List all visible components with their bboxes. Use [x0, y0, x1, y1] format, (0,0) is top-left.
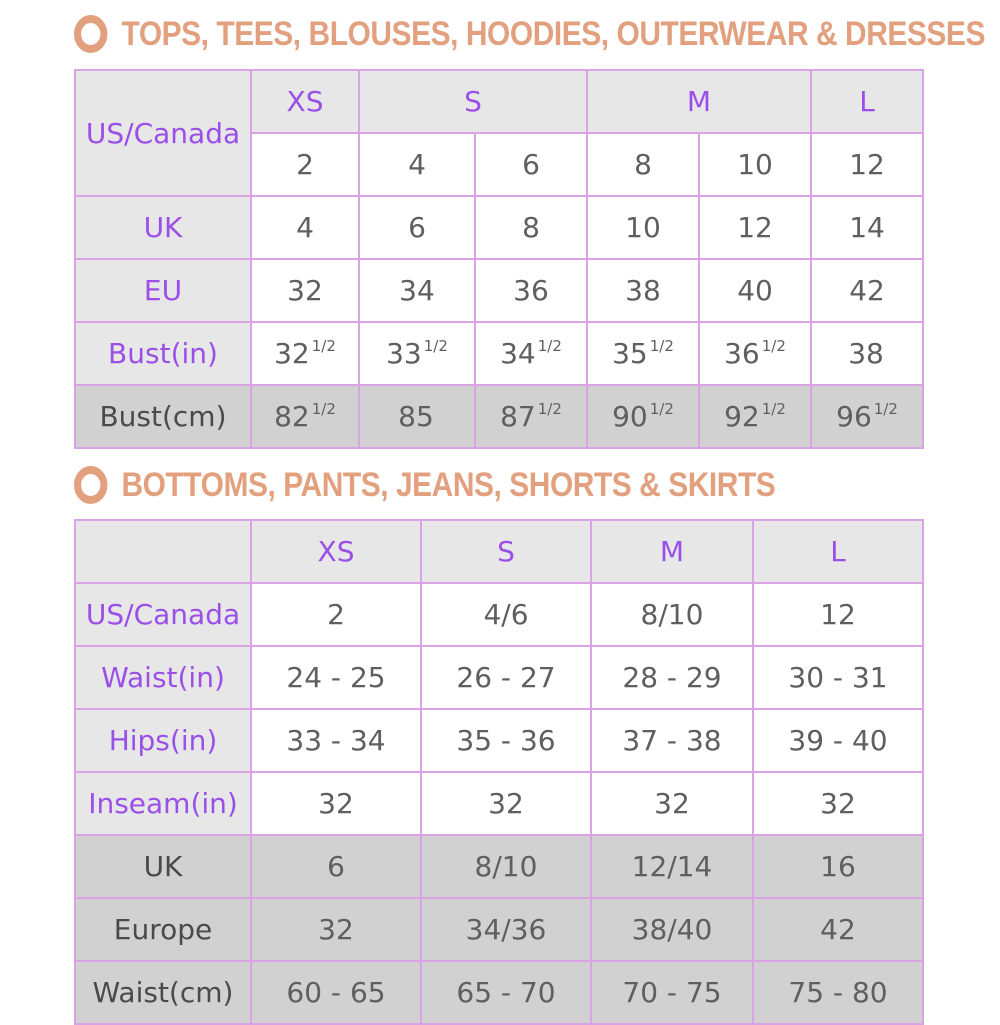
row-label-waist-in: Waist(in) — [75, 646, 251, 709]
bust-in-cell — [811, 322, 923, 385]
table-cell: 60 - 65 — [251, 961, 421, 1024]
bottoms-size-table — [74, 519, 924, 1025]
size-header-xs: XS — [251, 520, 421, 583]
tops-section-title — [74, 9, 985, 59]
table-cell: 32 — [753, 772, 923, 835]
us-size-cell: 6 — [475, 133, 587, 196]
uk-size-cell: 8 — [475, 196, 587, 259]
value-fraction: 1/2 — [537, 337, 562, 355]
uk-size-cell: 14 — [811, 196, 923, 259]
table-cell: 42 — [753, 898, 923, 961]
us-size-cell: 4 — [359, 133, 475, 196]
tops-title-text: TOPS, TEES, BLOUSES, HOODIES, OUTERWEAR & DRESSES — [121, 14, 985, 53]
value-whole: 90 — [612, 400, 648, 433]
bust-cm-cell — [587, 385, 699, 448]
row-label-waist-cm: Waist(cm) — [75, 961, 251, 1024]
us-size-cell: 10 — [699, 133, 811, 196]
eu-size-cell: 40 — [699, 259, 811, 322]
table-cell: 70 - 75 — [591, 961, 753, 1024]
eu-size-cell: 32 — [251, 259, 359, 322]
table-cell: 32 — [251, 772, 421, 835]
bust-cm-cell — [359, 385, 475, 448]
table-cell: 32 — [251, 898, 421, 961]
row-label-uk: UK — [75, 835, 251, 898]
table-cell: 34/36 — [421, 898, 591, 961]
bust-cm-cell — [811, 385, 923, 448]
value-fraction: 1/2 — [311, 400, 336, 418]
uk-size-cell: 6 — [359, 196, 475, 259]
table-row — [75, 709, 923, 772]
bust-in-cell — [251, 322, 359, 385]
tops-size-table — [74, 69, 924, 449]
table-row — [75, 772, 923, 835]
corner-cell — [75, 520, 251, 583]
value-fraction: 1/2 — [423, 337, 448, 355]
table-row — [75, 259, 923, 322]
table-cell: 12/14 — [591, 835, 753, 898]
value-whole: 38 — [848, 337, 884, 370]
uk-size-cell: 4 — [251, 196, 359, 259]
table-cell: 38/40 — [591, 898, 753, 961]
bust-in-cell — [359, 322, 475, 385]
value-fraction: 1/2 — [649, 400, 674, 418]
value-whole: 87 — [500, 400, 536, 433]
value-whole: 32 — [274, 337, 310, 370]
table-row — [75, 322, 923, 385]
bust-cm-cell — [699, 385, 811, 448]
eu-size-cell: 34 — [359, 259, 475, 322]
table-row — [75, 70, 923, 133]
table-cell: 16 — [753, 835, 923, 898]
table-cell: 6 — [251, 835, 421, 898]
table-cell: 12 — [753, 583, 923, 646]
size-header-m: M — [591, 520, 753, 583]
table-cell: 4/6 — [421, 583, 591, 646]
us-size-cell: 2 — [251, 133, 359, 196]
table-cell: 28 - 29 — [591, 646, 753, 709]
bottoms-section-title — [74, 460, 775, 510]
table-row — [75, 385, 923, 448]
row-label-us-canada: US/Canada — [75, 70, 251, 196]
value-whole: 35 — [612, 337, 648, 370]
table-cell: 2 — [251, 583, 421, 646]
table-cell: 8/10 — [421, 835, 591, 898]
table-cell: 35 - 36 — [421, 709, 591, 772]
value-fraction: 1/2 — [761, 400, 786, 418]
size-header-l: L — [753, 520, 923, 583]
table-row — [75, 835, 923, 898]
table-row — [75, 898, 923, 961]
table-row — [75, 583, 923, 646]
value-whole: 96 — [836, 400, 872, 433]
table-row — [75, 196, 923, 259]
bust-cm-cell — [475, 385, 587, 448]
eu-size-cell: 42 — [811, 259, 923, 322]
value-fraction: 1/2 — [873, 400, 898, 418]
value-whole: 34 — [500, 337, 536, 370]
table-cell: 24 - 25 — [251, 646, 421, 709]
table-cell: 32 — [421, 772, 591, 835]
table-cell: 8/10 — [591, 583, 753, 646]
row-label-bust-in: Bust(in) — [75, 322, 251, 385]
bust-in-cell — [587, 322, 699, 385]
table-cell: 65 - 70 — [421, 961, 591, 1024]
table-row — [75, 520, 923, 583]
table-cell: 39 - 40 — [753, 709, 923, 772]
value-fraction: 1/2 — [537, 400, 562, 418]
uk-size-cell: 10 — [587, 196, 699, 259]
value-whole: 36 — [724, 337, 760, 370]
table-row — [75, 646, 923, 709]
size-header-s: S — [359, 70, 587, 133]
value-fraction: 1/2 — [649, 337, 674, 355]
value-whole: 33 — [386, 337, 422, 370]
bust-in-cell — [475, 322, 587, 385]
bust-in-cell — [699, 322, 811, 385]
size-header-m: M — [587, 70, 811, 133]
table-cell: 30 - 31 — [753, 646, 923, 709]
row-label-inseam-in: Inseam(in) — [75, 772, 251, 835]
eu-size-cell: 36 — [475, 259, 587, 322]
us-size-cell: 8 — [587, 133, 699, 196]
bust-cm-cell — [251, 385, 359, 448]
circle-bullet-icon — [74, 15, 107, 53]
value-whole: 85 — [398, 400, 434, 433]
value-whole: 82 — [274, 400, 310, 433]
size-header-l: L — [811, 70, 923, 133]
value-fraction: 1/2 — [311, 337, 336, 355]
size-header-s: S — [421, 520, 591, 583]
size-header-xs: XS — [251, 70, 359, 133]
table-cell: 75 - 80 — [753, 961, 923, 1024]
us-size-cell: 12 — [811, 133, 923, 196]
table-cell: 26 - 27 — [421, 646, 591, 709]
row-label-uk: UK — [75, 196, 251, 259]
table-cell: 32 — [591, 772, 753, 835]
row-label-bust-cm: Bust(cm) — [75, 385, 251, 448]
uk-size-cell: 12 — [699, 196, 811, 259]
bottoms-title-text: BOTTOMS, PANTS, JEANS, SHORTS & SKIRTS — [121, 465, 776, 504]
table-row — [75, 961, 923, 1024]
circle-bullet-icon — [74, 466, 107, 504]
value-whole: 92 — [724, 400, 760, 433]
row-label-europe: Europe — [75, 898, 251, 961]
value-fraction: 1/2 — [761, 337, 786, 355]
row-label-hips-in: Hips(in) — [75, 709, 251, 772]
eu-size-cell: 38 — [587, 259, 699, 322]
table-cell: 37 - 38 — [591, 709, 753, 772]
row-label-us-canada: US/Canada — [75, 583, 251, 646]
table-cell: 33 - 34 — [251, 709, 421, 772]
row-label-eu: EU — [75, 259, 251, 322]
